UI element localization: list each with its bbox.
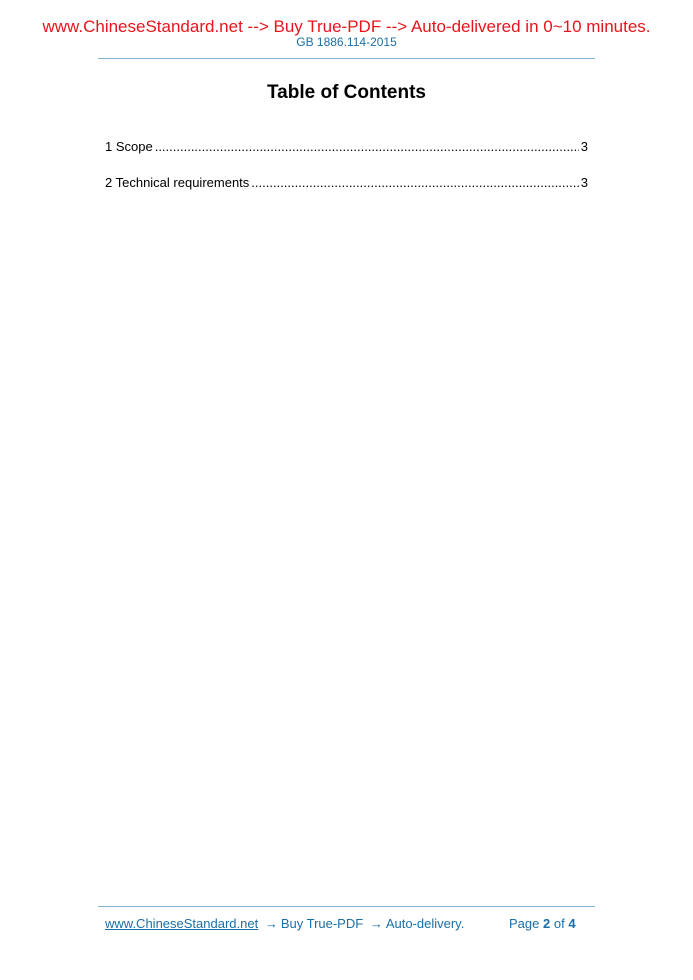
toc-entry-technical-requirements[interactable]: [105, 174, 588, 191]
table-of-contents: [105, 138, 588, 210]
buy-text: Buy True-PDF: [280, 916, 364, 931]
current-page-number: 2: [543, 916, 551, 931]
site-link[interactable]: www.ChineseStandard.net: [105, 916, 259, 931]
page-word: Page: [509, 916, 540, 931]
footer-promo: [105, 916, 464, 932]
toc-dot-leader: [251, 174, 578, 191]
total-pages-number: 4: [568, 916, 576, 931]
page-indicator: [509, 916, 576, 932]
toc-dot-leader: [155, 138, 579, 155]
of-word: of: [553, 916, 565, 931]
toc-entry-page: 3: [580, 139, 588, 154]
delivery-text: Auto-delivery.: [385, 916, 465, 931]
toc-entry-label: 1 Scope: [105, 139, 153, 154]
header-divider: [98, 58, 595, 59]
toc-entry-page: 3: [580, 175, 588, 190]
arrow-right-icon: →: [369, 916, 383, 931]
promo-banner: www.ChineseStandard.net --> Buy True-PDF --> Auto-delivered in 0~10 minutes.: [42, 17, 651, 36]
toc-entry-scope[interactable]: [105, 138, 588, 155]
arrow-right-icon: →: [264, 916, 278, 931]
footer-divider: [98, 906, 595, 907]
standard-code: GB 1886.114-2015: [296, 35, 397, 49]
page-title: Table of Contents: [266, 82, 427, 103]
toc-entry-label: 2 Technical requirements: [105, 175, 250, 190]
